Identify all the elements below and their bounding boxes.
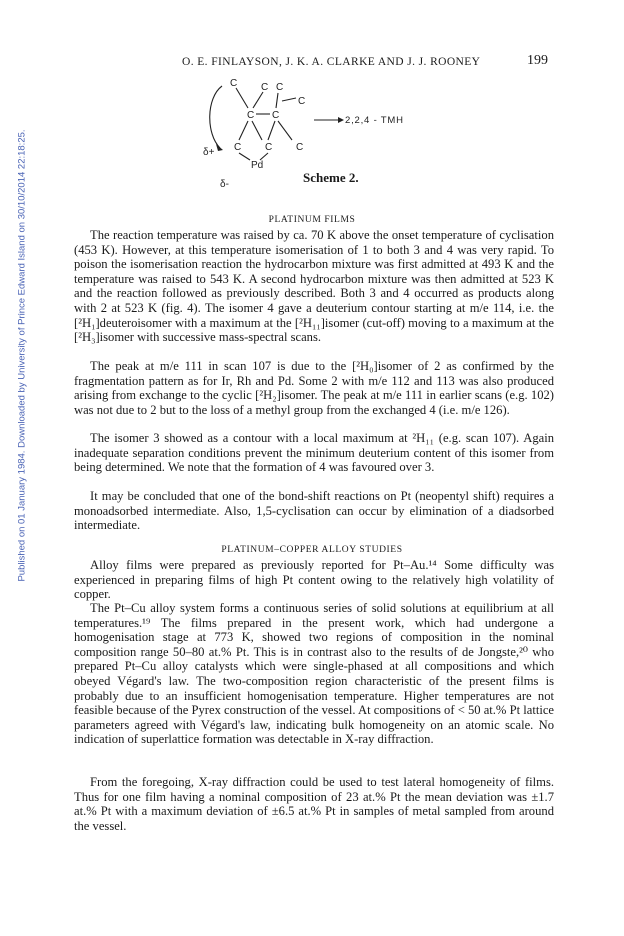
delta-minus-label: δ- bbox=[220, 179, 229, 190]
scheme-caption: Scheme 2. bbox=[303, 170, 359, 185]
atom-c-top-left: C bbox=[230, 78, 238, 89]
atom-c-top-right: C bbox=[276, 82, 284, 93]
paragraph-alloy-1: Alloy films were prepared as previously reported for Pt–Au.¹⁴ Some difficulty was experienced in preparing films of high Pt content owing to the relatively high volatility of copper. bbox=[74, 558, 554, 602]
product-label: 2,2,4 - TMH bbox=[345, 115, 404, 126]
paragraph-platinum-3: The isomer 3 showed as a contour with a local maximum at ²H₁₁ (e.g. scan 107). Again inadequate separation conditions prevent the minimum deuterium content of this isomer from being determined. We note that the formation of 4 was favoured over 3. bbox=[74, 431, 554, 475]
paragraph-platinum-2: The peak at m/e 111 in scan 107 is due to the [²H₀]isomer of 2 as confirmed by the fragmentation pattern as for Ir, Rh and Pd. Some 2 with m/e 112 and 113 was also produced arising from exchange to the cyclic [²H₂]isomer. The peak at m/e 111 in earlier scans (e.g. 102) was not due to 2 but to the loss of a methyl group from the exchanged 4 (i.e. m/e 126). bbox=[74, 359, 554, 417]
download-watermark: Published on 01 January 1984. Downloaded by University of Prince Edward Island on 30/10/2014 22:18:25. bbox=[16, 129, 28, 582]
paragraph-alloy-3: From the foregoing, X-ray diffraction could be used to test lateral homogeneity of films. Thus for one film having a nominal composition of 23 at.% Pt the mean deviation was ±1.7 at.% Pt with a maximum deviation of ±6.5 at.% Pt in samples of metal sampled from around the vessel. bbox=[74, 775, 554, 833]
atom-c-lower-left: C bbox=[234, 142, 242, 153]
paragraph-platinum-4: It may be concluded that one of the bond-shift reactions on Pt (neopentyl shift) requires a monoadsorbed intermediate. Also, 1,5-cyclisation can occur by elimination of a diadsorbed intermediate. bbox=[74, 489, 554, 533]
paragraph-platinum-1: The reaction temperature was raised by ca. 70 K above the onset temperature of cyclisation (453 K). However, at this temperature isomerisation of 1 to both 3 and 4 was very rapid. To poison the isomerisation reaction the hydrocarbon mixture was first admitted at 493 K and the temperature was raised to 543 K. A second hydrocarbon mixture was then admitted at 523 K and the reaction followed as previously described. Both 3 and 4 occurred as products along with 2 at 523 K (fig. 4). The isomer 4 gave a deuterium contour starting at m/e 114, i.e. the [²H₁]deuteroisomer with a maximum at the [²H₁₁]isomer (cut-off) moving to a maximum at the [²H₃]isomer with successive mass-spectral scans. bbox=[74, 228, 554, 345]
atom-c-lower-mid: C bbox=[265, 142, 273, 153]
atom-c-right: C bbox=[298, 96, 306, 107]
running-head: O. E. FINLAYSON, J. K. A. CLARKE AND J. J. ROONEY bbox=[182, 56, 481, 68]
delta-plus-label: δ+ bbox=[203, 147, 215, 158]
atom-c-centre-right: C bbox=[272, 110, 280, 121]
atom-c-centre-left: C bbox=[247, 110, 255, 121]
section-heading-pt-cu-alloy: PLATINUM–COPPER ALLOY STUDIES bbox=[221, 545, 403, 555]
page-number: 199 bbox=[527, 53, 548, 68]
section-heading-platinum-films: PLATINUM FILMS bbox=[268, 215, 356, 225]
atom-pd: Pd bbox=[251, 160, 264, 171]
atom-c-top-mid: C bbox=[261, 82, 269, 93]
paragraph-alloy-2: The Pt–Cu alloy system forms a continuous series of solid solutions at equilibrium at all temperatures.¹⁹ The films prepared in the present work, which had undergone a homogenisation stage at 773 K, showed two regions of composition in the nominal composition range 50–80 at.% Pt. This is in contrast also to the results of de Jongste,²⁰ who prepared Pt–Cu alloy catalysts which were single-phased at all compositions and which obeyed Végard's law. The two-composition region characteristic of the present films is probably due to an insufficient homogenisation temperature. Higher temperatures are not feasible because of the Pyrex construction of the vessel. At compositions of < 50 at.% Pt lattice parameters agreed with Végard's law, indicating bulk homogeneity on an atomic scale. No indication of superlattice formation was detectable in X-ray diffraction. bbox=[74, 601, 554, 747]
atom-c-lower-right: C bbox=[296, 142, 304, 153]
